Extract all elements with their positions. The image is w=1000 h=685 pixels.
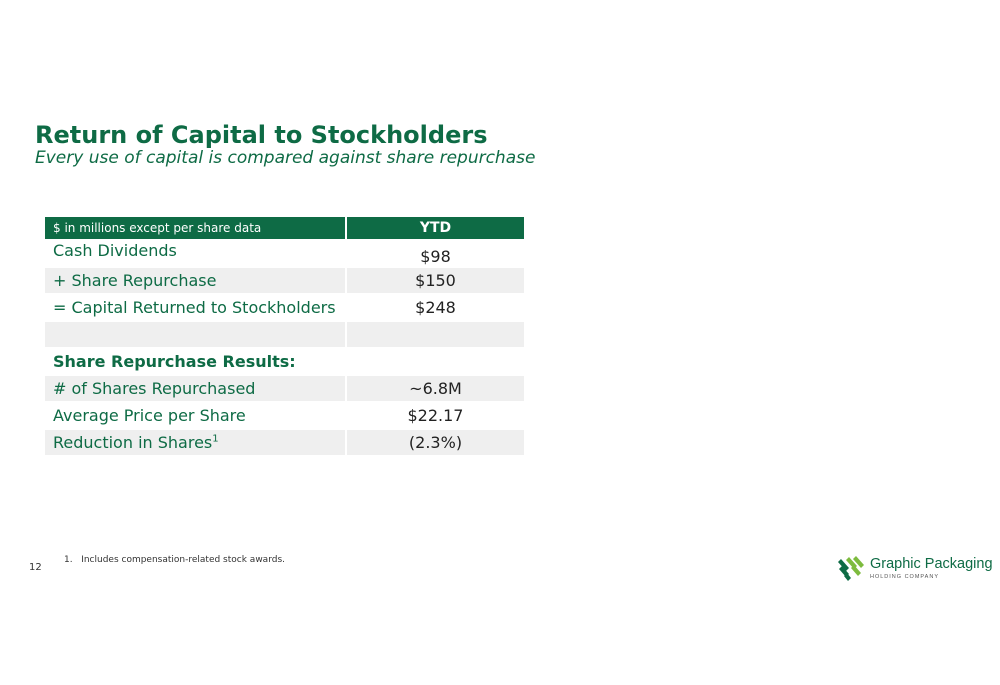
row-value: $150	[347, 268, 524, 293]
row-label: = Capital Returned to Stockholders	[45, 295, 347, 320]
row-label-text: Reduction in Shares	[53, 433, 213, 452]
row-value: $98	[420, 247, 451, 266]
row-value: $22.17	[407, 406, 464, 425]
leaf-stripes-icon	[837, 555, 865, 581]
page-number: 12	[29, 562, 42, 573]
row-label	[45, 322, 347, 347]
row-label: + Share Repurchase	[45, 268, 347, 293]
footnote-ref: 1	[212, 433, 219, 445]
slide-subtitle: Every use of capital is compared against share repurchase	[35, 148, 536, 168]
row-value	[347, 349, 524, 374]
row-share-reduction	[45, 430, 524, 455]
row-capital-returned	[45, 295, 524, 320]
table-header-row	[45, 217, 524, 239]
logo-name: Graphic Packaging	[870, 555, 993, 572]
logo-subtitle: HOLDING COMPANY	[870, 573, 939, 580]
company-logo	[837, 555, 993, 581]
row-label	[45, 430, 347, 455]
row-share-repurchase	[45, 268, 524, 293]
row-value	[347, 322, 524, 347]
row-shares-repurchased	[45, 376, 524, 401]
row-label: # of Shares Repurchased	[45, 376, 347, 401]
row-spacer	[45, 322, 524, 347]
header-units-label: $ in millions except per share data	[45, 217, 347, 239]
header-ytd: YTD	[347, 217, 524, 239]
footnote-marker: 1.	[64, 555, 73, 565]
footnote	[64, 555, 285, 565]
row-value: $248	[415, 298, 456, 317]
section-heading: Share Repurchase Results:	[45, 349, 347, 374]
row-value: (2.3%)	[347, 430, 524, 455]
row-value: ~6.8M	[347, 376, 524, 401]
row-average-price	[45, 403, 524, 428]
footnote-text: Includes compensation-related stock awards.	[81, 555, 286, 565]
slide-title: Return of Capital to Stockholders	[35, 121, 488, 149]
row-cash-dividends	[45, 241, 524, 266]
row-label: Average Price per Share	[45, 403, 347, 428]
capital-return-table	[45, 215, 524, 457]
row-section-heading	[45, 349, 524, 374]
row-label: Cash Dividends	[45, 241, 347, 266]
